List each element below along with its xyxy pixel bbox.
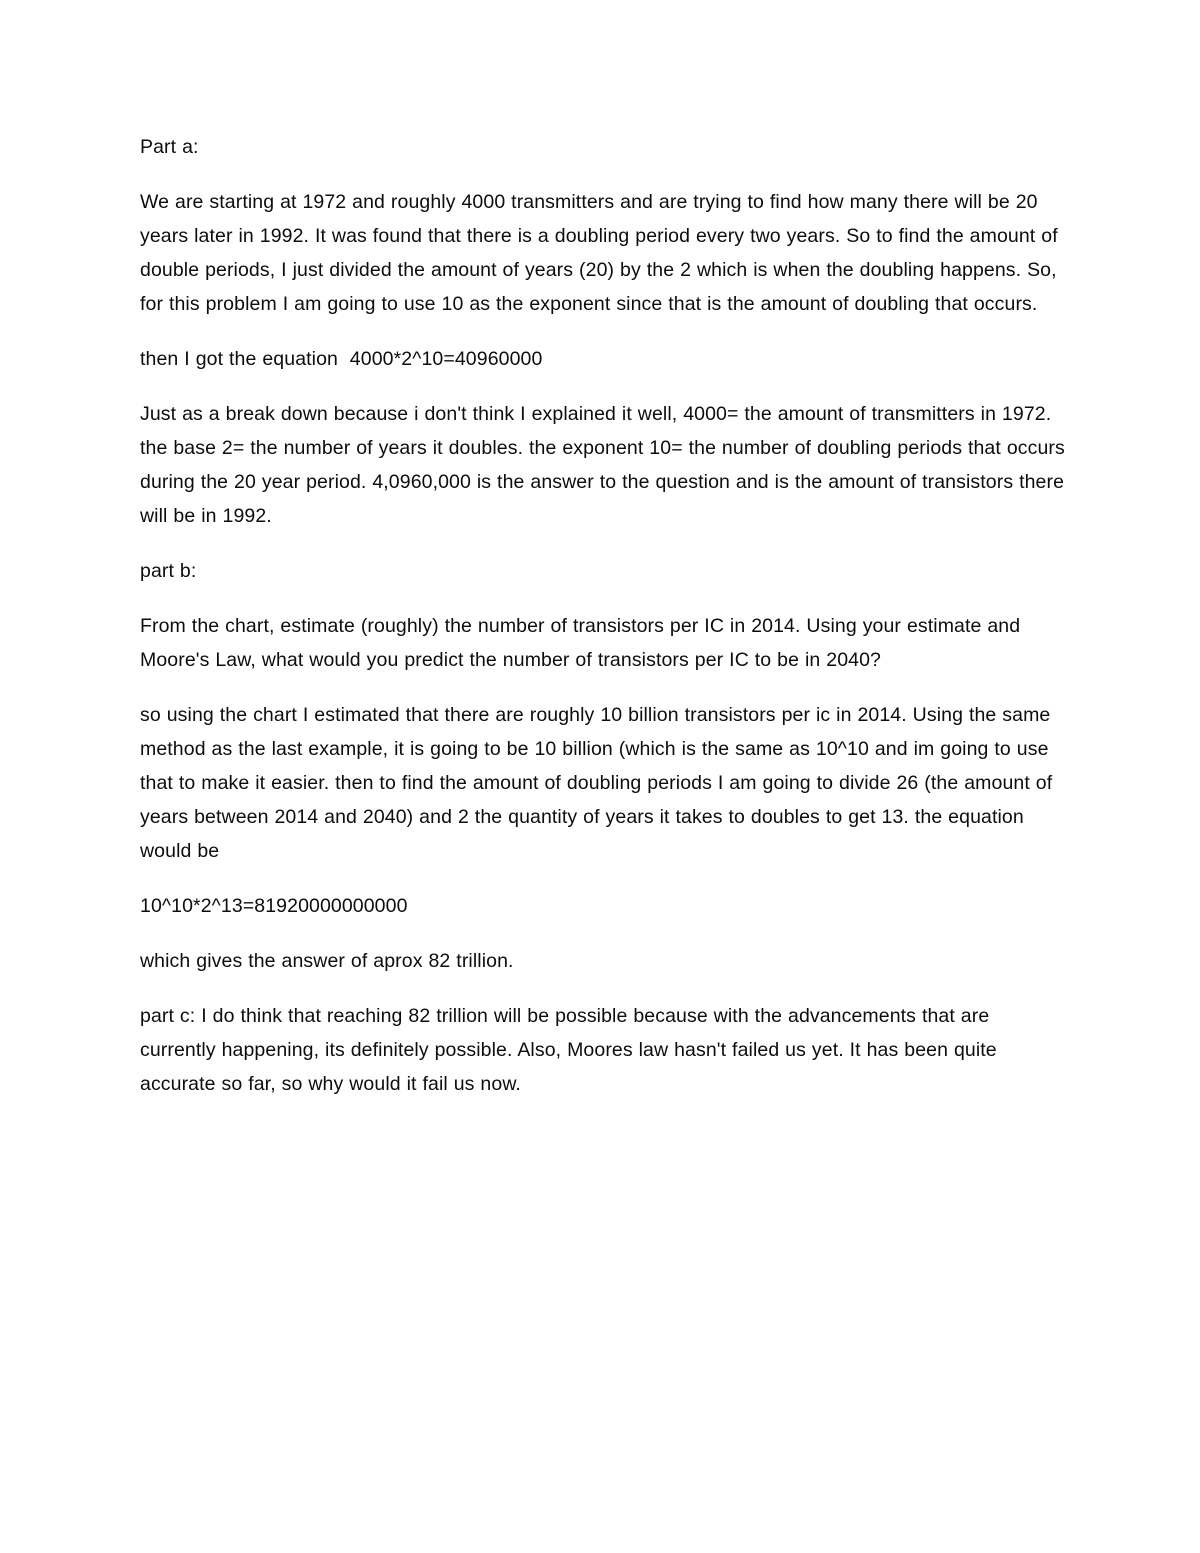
paragraph-part-a-breakdown: Just as a break down because i don't think I explained it well, 4000= the amount of transmitters in 1972. the base 2= the number of years it doubles. the exponent 10= the number of doubling periods that occurs during the 20 year period. 4,0960,000 is the answer to the question and is the amount of transistors there will be in 1992. <box>140 403 1065 527</box>
paragraph-part-c: part c: I do think that reaching 82 trillion will be possible because with the advancements that are currently happening, its definitely possible. Also, Moores law hasn't failed us yet. It has been quite accurate so far, so why would it fail us now. <box>140 1005 997 1095</box>
paragraph-equation-part-a: then I got the equation 4000*2^10=40960000 <box>140 348 543 370</box>
paragraph-part-b-heading: part b: <box>140 560 197 582</box>
paragraph-equation-part-b: 10^10*2^13=81920000000000 <box>140 895 408 917</box>
document-body <box>140 130 1065 1101</box>
paragraph-part-b-answer: which gives the answer of aprox 82 trillion. <box>140 950 514 972</box>
paragraph-part-b-question: From the chart, estimate (roughly) the number of transistors per IC in 2014. Using your estimate and Moore's Law, what would you predict the number of transistors per IC to be in 2040? <box>140 615 1021 671</box>
paragraph-part-a-explanation: We are starting at 1972 and roughly 4000 transmitters and are trying to find how many there will be 20 years later in 1992. It was found that there is a doubling period every two years. So to find the amount of double periods, I just divided the amount of years (20) by the 2 which is when the doubling happens. So, for this problem I am going to use 10 as the exponent since that is the amount of doubling that occurs. <box>140 191 1058 315</box>
paragraph-part-b-explanation: so using the chart I estimated that there are roughly 10 billion transistors per ic in 2014. Using the same method as the last example, it is going to be 10 billion (which is the same as 10^10 and im going to use that to make it easier. then to find the amount of doubling periods I am going to divide 26 (the amount of years between 2014 and 2040) and 2 the quantity of years it takes to doubles to get 13. the equation would be <box>140 704 1053 862</box>
paragraph-part-a-heading: Part a: <box>140 136 199 158</box>
